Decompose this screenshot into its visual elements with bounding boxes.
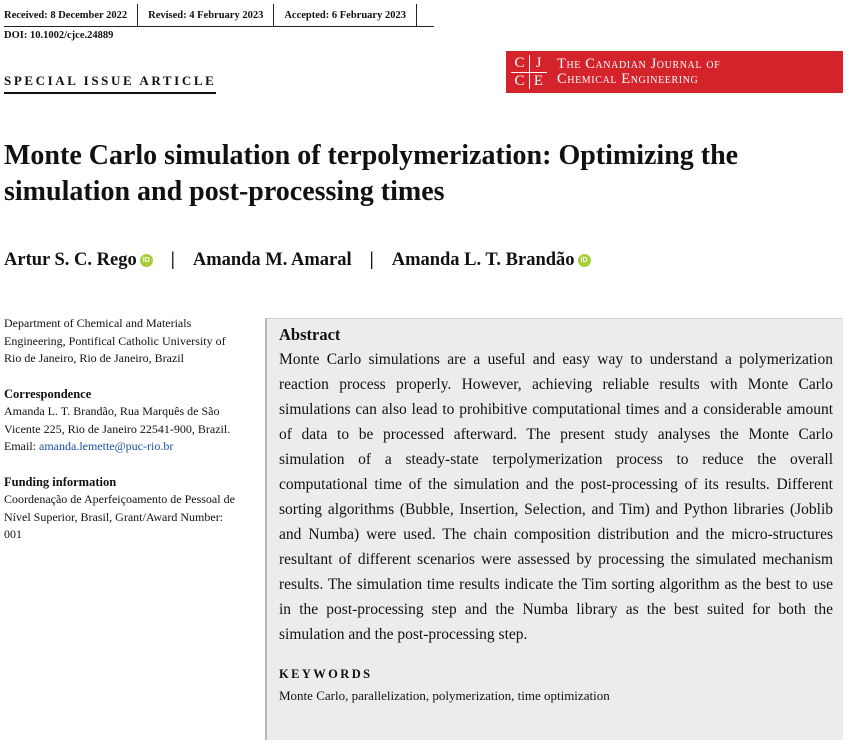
article-type-label: SPECIAL ISSUE ARTICLE bbox=[4, 73, 216, 94]
article-title: Monte Carlo simulation of terpolymerization: Optimizing the simulation and post-processing times bbox=[4, 140, 739, 207]
correspondence-heading: Correspondence bbox=[4, 386, 92, 401]
author[interactable] bbox=[4, 250, 153, 271]
abstract-heading: Abstract bbox=[279, 325, 341, 344]
orcid-icon[interactable]: iD bbox=[140, 254, 153, 267]
logo-letter: J bbox=[535, 55, 542, 71]
abstract-box bbox=[265, 318, 843, 740]
article-sidebar bbox=[4, 315, 244, 544]
orcid-icon[interactable]: iD bbox=[578, 254, 591, 267]
email-link[interactable]: amanda.lemette@puc-rio.br bbox=[39, 439, 174, 453]
funding-heading: Funding information bbox=[4, 474, 117, 489]
correspondence-email-line bbox=[4, 438, 244, 456]
logo-letter: C bbox=[514, 55, 525, 71]
accepted-date: Accepted: 6 February 2023 bbox=[284, 9, 406, 21]
correspondence-text: Amanda L. T. Brandão, Rua Marquês de São Vicente 225, Rio de Janeiro 22541-900, Brazil. bbox=[4, 404, 231, 436]
journal-logo-icon bbox=[511, 55, 547, 89]
author-separator: | bbox=[170, 250, 175, 270]
abstract-text: Monte Carlo simulations are a useful and easy way to understand a polymerization reaction process properly. However, achieving reliable results with Monte Carlo simulations can also lead to prohibitive computational times and a considerable amount of data to be processed afterward. The present study analyses the Monte Carlo simulation of a steady-state terpolymerization process to reduce the overall computational time of the simulation and the post-processing of its results. Different sorting algorithms (Bubble, Insertion, Selection, and Tim) and Python libraries (Joblib and Numba) were used. The chain composition distribution and the micro-structures resultant of different scenarios were assessed by processing the simulated mechanism results. The simulation time results indicate the Tim sorting algorithm as the best to use in the post-processing step and the Numba library as the best suited for both the simulation and the post-processing step. bbox=[279, 351, 833, 643]
revised-date: Revised: 4 February 2023 bbox=[148, 9, 264, 21]
author-name[interactable]: Amanda M. Amaral bbox=[192, 250, 352, 270]
author[interactable] bbox=[193, 250, 352, 271]
date-separator bbox=[416, 4, 417, 26]
author-name[interactable]: Artur S. C. Rego bbox=[4, 250, 137, 270]
author-separator: | bbox=[369, 250, 374, 270]
keywords-heading: KEYWORDS bbox=[279, 667, 373, 681]
funding-text: Coordenação de Aperfeiçoamento de Pessoal de Nível Superior, Brasil, Grant/Award Number: 001 bbox=[4, 492, 235, 541]
keywords-text: Monte Carlo, parallelization, polymerization, time optimization bbox=[279, 688, 610, 703]
affiliation: Department of Chemical and Materials Engineering, Pontifical Catholic University of Rio de Janeiro, Rio de Janeiro, Brazil bbox=[4, 316, 226, 365]
header-rule bbox=[4, 26, 434, 27]
journal-name-line2: Chemical Engineering bbox=[557, 71, 699, 87]
journal-name bbox=[557, 57, 720, 87]
logo-divider bbox=[511, 72, 547, 73]
author-name[interactable]: Amanda L. T. Brandão bbox=[391, 250, 575, 270]
journal-name-line1: The Canadian Journal of bbox=[557, 56, 721, 72]
author[interactable] bbox=[392, 250, 591, 271]
journal-banner[interactable] bbox=[506, 51, 843, 93]
logo-letter: C bbox=[514, 73, 525, 89]
email-label: Email: bbox=[4, 439, 39, 453]
received-date: Received: 8 December 2022 bbox=[4, 9, 128, 21]
publication-dates-bar bbox=[4, 4, 417, 26]
logo-letter: E bbox=[533, 73, 544, 89]
doi[interactable]: DOI: 10.1002/cjce.24889 bbox=[4, 30, 114, 41]
author-list bbox=[4, 250, 591, 271]
